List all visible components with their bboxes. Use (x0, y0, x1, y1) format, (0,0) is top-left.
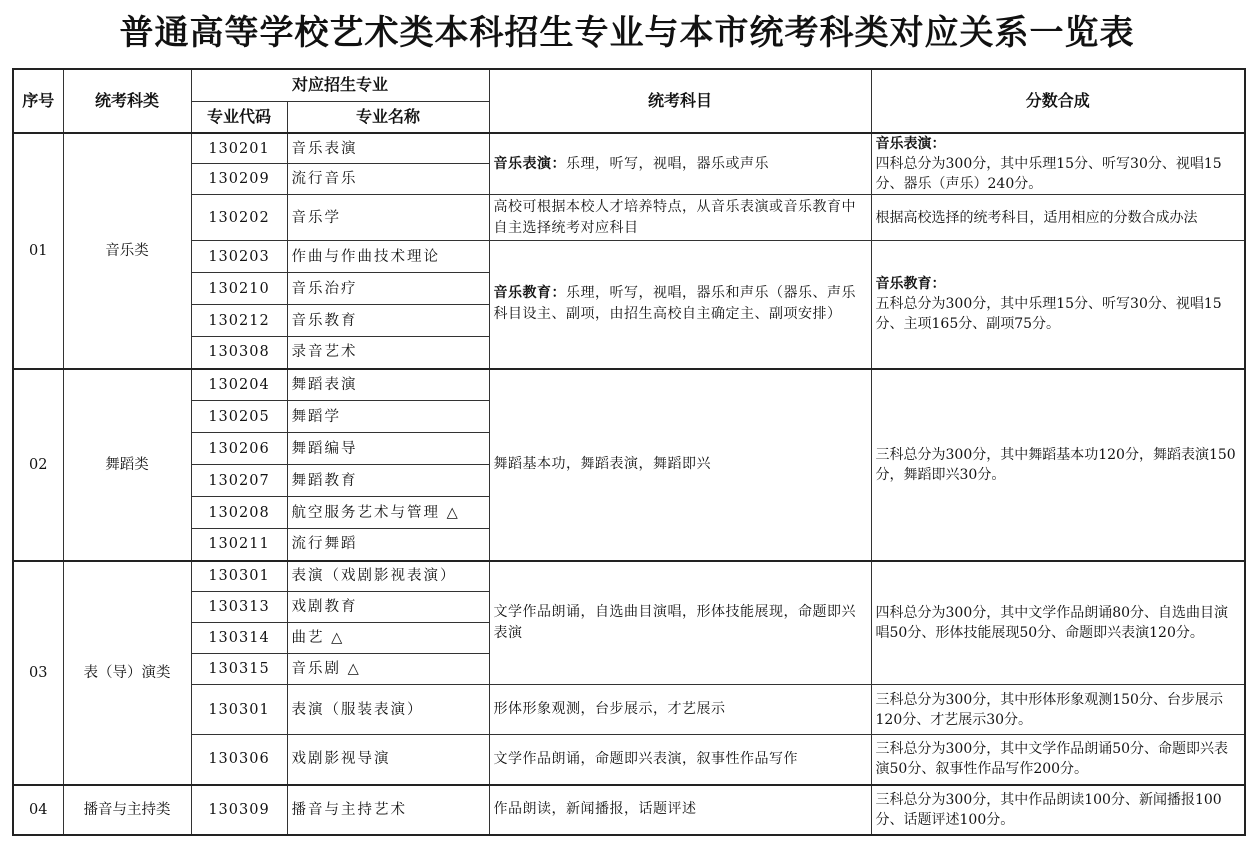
table-row (13, 561, 1245, 592)
code-cell: 130209 (191, 164, 287, 195)
table-row (13, 735, 1245, 785)
subjects-cell (489, 133, 871, 195)
subjects-cell: 作品朗读，新闻播报，话题评述 (489, 785, 871, 835)
seq-cell: 02 (13, 369, 63, 561)
name-cell: 播音与主持艺术 (287, 785, 489, 835)
name-cell: 作曲与作曲技术理论 (287, 241, 489, 273)
seq-cell: 01 (13, 133, 63, 369)
subjects-cell: 舞蹈基本功，舞蹈表演，舞蹈即兴 (489, 369, 871, 561)
header-subjects: 统考科目 (489, 69, 871, 133)
code-cell: 130306 (191, 735, 287, 785)
code-cell: 130206 (191, 433, 287, 465)
header-major-group: 对应招生专业 (191, 69, 489, 101)
scores-cell: 三科总分为300分，其中形体形象观测150分、台步展示120分、才艺展示30分。 (871, 685, 1245, 735)
code-cell: 130314 (191, 623, 287, 654)
name-cell: 音乐学 (287, 195, 489, 241)
scores-text: 五科总分为300分，其中乐理15分、听写30分、视唱15分、主项165分、副项75分。 (875, 296, 1222, 333)
scores-cell: 三科总分为300分，其中作品朗读100分、新闻播报100分、话题评述100分。 (871, 785, 1245, 835)
code-cell: 130211 (191, 529, 287, 561)
code-cell: 130207 (191, 465, 287, 497)
name-cell: 曲艺 △ (287, 623, 489, 654)
header-seq: 序号 (13, 69, 63, 133)
category-cell: 音乐类 (63, 133, 191, 369)
code-cell: 130309 (191, 785, 287, 835)
category-cell: 表（导）演类 (63, 561, 191, 785)
name-cell: 舞蹈编导 (287, 433, 489, 465)
code-cell: 130212 (191, 305, 287, 337)
subjects-text: 乐理，听写，视唱，器乐或声乐 (566, 155, 770, 172)
header-name: 专业名称 (287, 101, 489, 133)
code-cell: 130201 (191, 133, 287, 164)
scores-cell: 三科总分为300分，其中文学作品朗诵50分、命题即兴表演50分、叙事性作品写作200分。 (871, 735, 1245, 785)
seq-cell: 04 (13, 785, 63, 835)
code-cell: 130301 (191, 685, 287, 735)
name-cell: 音乐教育 (287, 305, 489, 337)
header-category: 统考科类 (63, 69, 191, 133)
subjects-cell: 文学作品朗诵，命题即兴表演，叙事性作品写作 (489, 735, 871, 785)
table-row (13, 685, 1245, 735)
subjects-cell (489, 241, 871, 369)
name-cell: 流行音乐 (287, 164, 489, 195)
page-title: 普通高等学校艺术类本科招生专业与本市统考科类对应关系一览表 (119, 13, 1135, 53)
category-cell: 播音与主持类 (63, 785, 191, 835)
name-cell: 音乐表演 (287, 133, 489, 164)
scores-cell (871, 241, 1245, 369)
code-cell: 130210 (191, 273, 287, 305)
table-row (13, 369, 1245, 401)
correspondence-table (12, 68, 1246, 836)
code-cell: 130204 (191, 369, 287, 401)
code-cell: 130301 (191, 561, 287, 592)
scores-cell: 三科总分为300分，其中舞蹈基本功120分，舞蹈表演150分，舞蹈即兴30分。 (871, 369, 1245, 561)
table-row (13, 785, 1245, 835)
scores-text: 四科总分为300分，其中乐理15分、听写30分、视唱15分、器乐（声乐）240分。 (875, 156, 1222, 192)
table-row (13, 241, 1245, 273)
code-cell: 130308 (191, 337, 287, 369)
name-cell: 舞蹈表演 (287, 369, 489, 401)
scores-lead: 音乐表演： (875, 136, 946, 152)
subjects-cell: 文学作品朗诵，自选曲目演唱，形体技能展现，命题即兴表演 (489, 561, 871, 685)
name-cell: 流行舞蹈 (287, 529, 489, 561)
code-cell: 130315 (191, 654, 287, 685)
name-cell: 戏剧教育 (287, 592, 489, 623)
name-cell: 录音艺术 (287, 337, 489, 369)
scores-cell: 根据高校选择的统考科目，适用相应的分数合成办法 (871, 195, 1245, 241)
code-cell: 130313 (191, 592, 287, 623)
subjects-cell: 形体形象观测，台步展示，才艺展示 (489, 685, 871, 735)
subjects-text: 乐理，听写，视唱，器乐和声乐（器乐、声乐科目设主、副项，由招生高校自主确定主、副项安排） (493, 285, 857, 323)
code-cell: 130203 (191, 241, 287, 273)
scores-cell (871, 133, 1245, 195)
table-row (13, 195, 1245, 241)
code-cell: 130208 (191, 497, 287, 529)
subjects-lead: 音乐教育： (493, 285, 567, 302)
name-cell: 表演（戏剧影视表演） (287, 561, 489, 592)
name-cell: 音乐剧 △ (287, 654, 489, 685)
subjects-cell: 高校可根据本校人才培养特点，从音乐表演或音乐教育中自主选择统考对应科目 (489, 195, 871, 241)
name-cell: 舞蹈学 (287, 401, 489, 433)
category-cell: 舞蹈类 (63, 369, 191, 561)
header-code: 专业代码 (191, 101, 287, 133)
seq-cell: 03 (13, 561, 63, 785)
scores-lead: 音乐教育： (875, 276, 946, 293)
table-row (13, 133, 1245, 164)
code-cell: 130202 (191, 195, 287, 241)
code-cell: 130205 (191, 401, 287, 433)
name-cell: 舞蹈教育 (287, 465, 489, 497)
table-header (13, 69, 1245, 133)
name-cell: 戏剧影视导演 (287, 735, 489, 785)
name-cell: 表演（服装表演） (287, 685, 489, 735)
subjects-lead: 音乐表演： (493, 155, 567, 172)
name-cell: 音乐治疗 (287, 273, 489, 305)
header-scores: 分数合成 (871, 69, 1245, 133)
scores-cell: 四科总分为300分，其中文学作品朗诵80分、自选曲目演唱50分、形体技能展现50分、命题即兴表演120分。 (871, 561, 1245, 685)
name-cell: 航空服务艺术与管理 △ (287, 497, 489, 529)
